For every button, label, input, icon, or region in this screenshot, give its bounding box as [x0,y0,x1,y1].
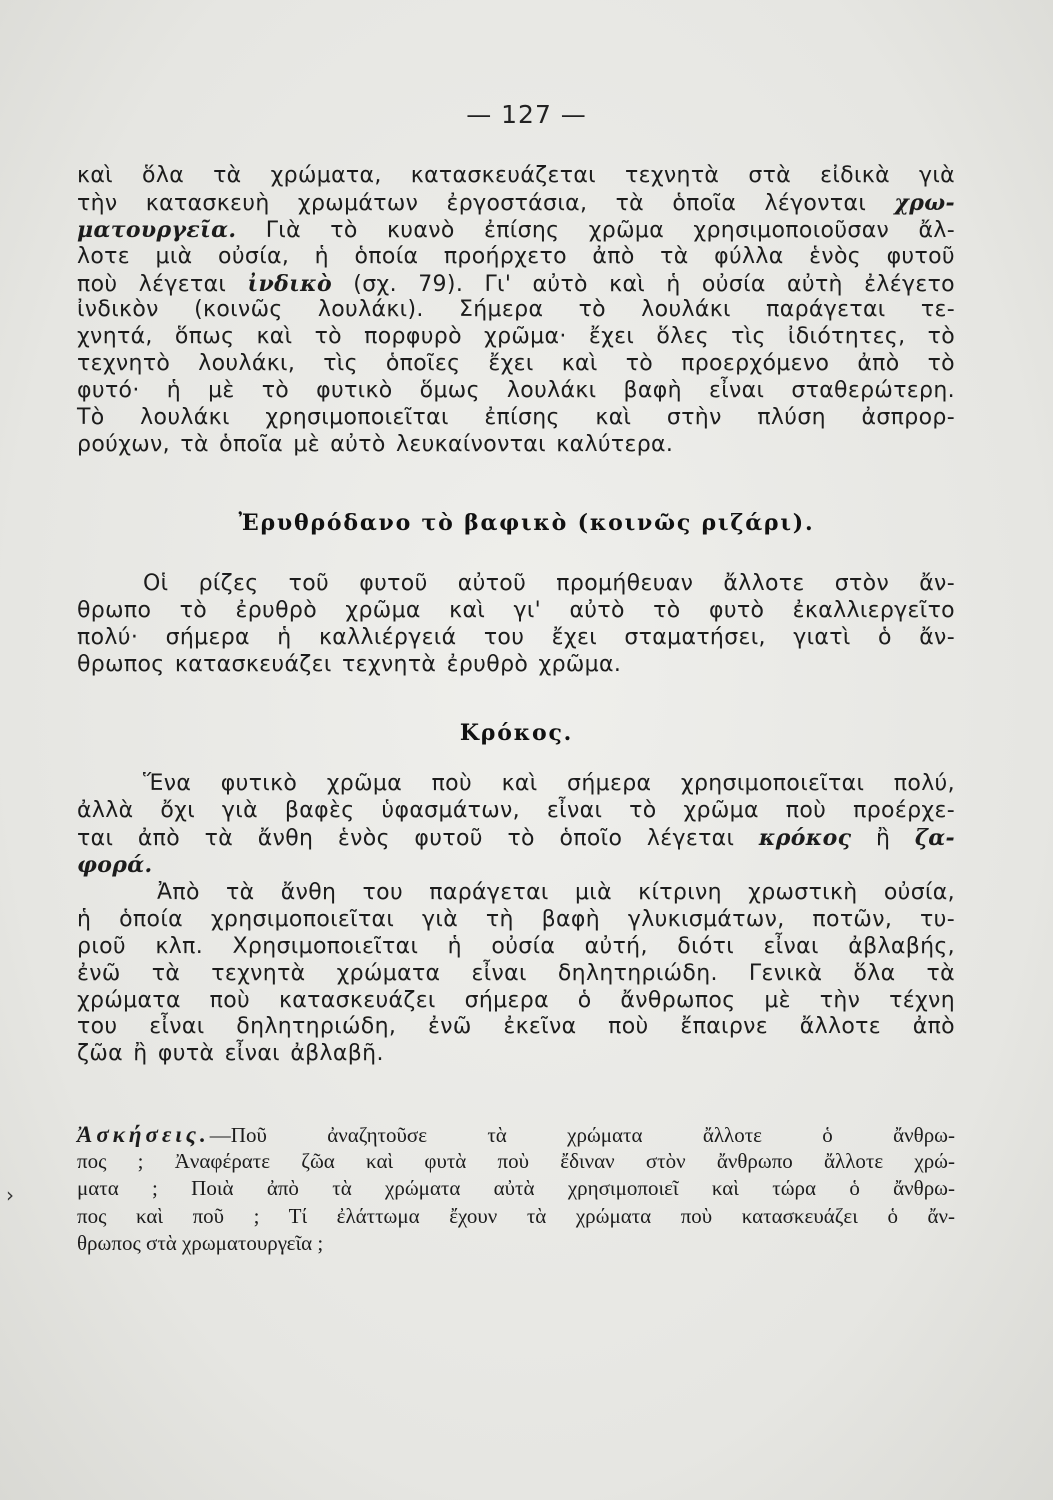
text-line: ριοῦ κλπ. Χρησιμοποιεῖται ἡ οὐσία αὐτή, διότι εἶναι ἀβλαβής, [77,933,955,959]
emphasized-term: ζα- [914,824,956,851]
text-line: θρωπο τὸ ἐρυθρὸ χρῶμα καὶ γι' αὐτὸ τὸ φυτὸ ἐκαλλιεργεῖτο [77,597,955,623]
paragraph-madder [77,571,955,679]
text-line [77,852,955,879]
exercises-title: Ἀσκήσεις. [77,1122,210,1147]
text-line: λοτε μιὰ οὐσία, ἡ ὁποία προήρχετο ἀπὸ τὰ φύλλα ἑνὸς φυτοῦ [77,243,955,269]
text-line: ἐνῶ τὰ τεχνητὰ χρώματα εἶναι δηλητηριώδη. Γενικὰ ὅλα τὰ [77,960,955,986]
text-line: καὶ ὅλα τὰ χρώματα, κατασκευάζεται τεχνητὰ στὰ εἰδικὰ γιὰ [77,163,955,188]
section-heading-madder: Ἐρυθρόδανο τὸ βαφικὸ (κοινῶς ριζάρι). [238,510,815,536]
text-line: Ἀσκήσεις.—Ποῦ ἀναζητοῦσε τὰ χρώματα ἄλλοτε ὁ ἄνθρω- [77,1122,955,1147]
text-line: του εἶναι δηλητηριώδη, ἐνῶ ἐκεῖνα ποὺ ἔπαιρνε ἄλλοτε ἀπὸ [77,1014,955,1040]
text-line: ἀλλὰ ὄχι γιὰ βαφὲς ὑφασμάτων, εἶναι τὸ χρῶμα ποὺ προέρχε- [77,797,955,823]
page-number: — 127 — [466,100,587,129]
text-line: πολύ· σήμερα ἡ καλλιέργειά του ἔχει σταματήσει, γιατὶ ὁ ἄν- [77,624,955,650]
paragraph-crocus-uses [77,880,955,1068]
section-heading-crocus: Κρόκος. [459,720,574,746]
text-line: ζῶα ἢ φυτὰ εἶναι ἀβλαβῆ. [77,1041,384,1067]
text-line: τεχνητὸ λουλάκι, τὶς ὁποῖες ἔχει καὶ τὸ προερχόμενο ἀπὸ τὸ [77,351,955,377]
exercises-block [77,1121,955,1257]
text-line: θρωπος κατασκευάζει τεχνητὰ ἐρυθρὸ χρῶμα. [77,651,622,677]
text-line: ἡ ὁποία χρησιμοποιεῖται γιὰ τὴ βαφὴ γλυκισμάτων, ποτῶν, τυ- [77,906,955,932]
text-line: πος καὶ ποῦ ; Τί ἐλάττωμα ἔχουν τὰ χρώματα ποὺ κατασκευάζει ὁ ἄν- [77,1203,955,1228]
text-line: ποὺ λέγεται ἰνδικὸ (σχ. 79). Γι' αὐτὸ καὶ ἡ οὐσία αὐτὴ ἐλέγετο [77,270,955,297]
emphasized-term: κρόκος [758,824,852,851]
text-line: ἰνδικὸν (κοινῶς λουλάκι). Σήμερα τὸ λουλάκι παράγεται τε- [77,297,955,323]
text-line: θρωπος στὰ χρωματουργεῖα ; [77,1230,324,1255]
text-line: χνητά, ὅπως καὶ τὸ πορφυρὸ χρῶμα· ἔχει ὅλες τὶς ἰδιότητες, τὸ [77,324,955,350]
emphasized-term: χρω- [894,189,956,216]
text-line: Ἀπὸ τὰ ἄνθη του παράγεται μιὰ κίτρινη χρωστικὴ οὐσία, [157,880,955,905]
text-line: χρώματα ποὺ κατασκευάζει σήμερα ὁ ἄνθρωπος μὲ τὴν τέχνη [77,987,955,1013]
text-line: πος ; Ἀναφέρατε ζῶα καὶ φυτὰ ποὺ ἔδιναν στὸν ἄνθρωπο ἄλλοτε χρώ- [77,1149,955,1174]
text-line: Οἱ ρίζες τοῦ φυτοῦ αὐτοῦ προμήθευαν ἄλλοτε στὸν ἄν- [143,571,955,596]
text-line: Ἕνα φυτικὸ χρῶμα ποὺ καὶ σήμερα χρησιμοποιεῖται πολύ, [143,771,955,796]
text-line: ρούχων, τὰ ὁποῖα μὲ αὐτὸ λευκαίνονται καλύτερα. [77,431,674,457]
text-line: ματουργεῖα. Γιὰ τὸ κυανὸ ἐπίσης χρῶμα χρησιμοποιοῦσαν ἄλ- [77,216,955,243]
emphasized-term: ἰνδικὸ [247,270,333,297]
paragraph-artificial-dyes [77,163,955,459]
text-line: ται ἀπὸ τὰ ἄνθη ἑνὸς φυτοῦ τὸ ὁποῖο λέγεται κρόκος ἢ ζα- [77,824,956,851]
text-line: φυτό· ἡ μὲ τὸ φυτικὸ ὅμως λουλάκι βαφὴ εἶναι σταθερώτερη. [77,378,955,404]
paragraph-crocus [77,771,955,879]
emphasized-term: φορά. [77,851,153,878]
text-line: ματα ; Ποιὰ ἀπὸ τὰ χρώματα αὐτὰ χρησιμοποιεῖ καὶ τώρα ὁ ἄνθρω- [77,1176,955,1201]
text-line: Τὸ λουλάκι χρησιμοποιεῖται ἐπίσης καὶ στὴν πλύση ἀσπρορ- [77,405,955,431]
text-line: τὴν κατασκευὴ χρωμάτων ἐργοστάσια, τὰ ὁποῖα λέγονται χρω- [77,189,956,216]
margin-mark: › [6,1183,14,1207]
emphasized-term: ματουργεῖα. [77,216,237,243]
